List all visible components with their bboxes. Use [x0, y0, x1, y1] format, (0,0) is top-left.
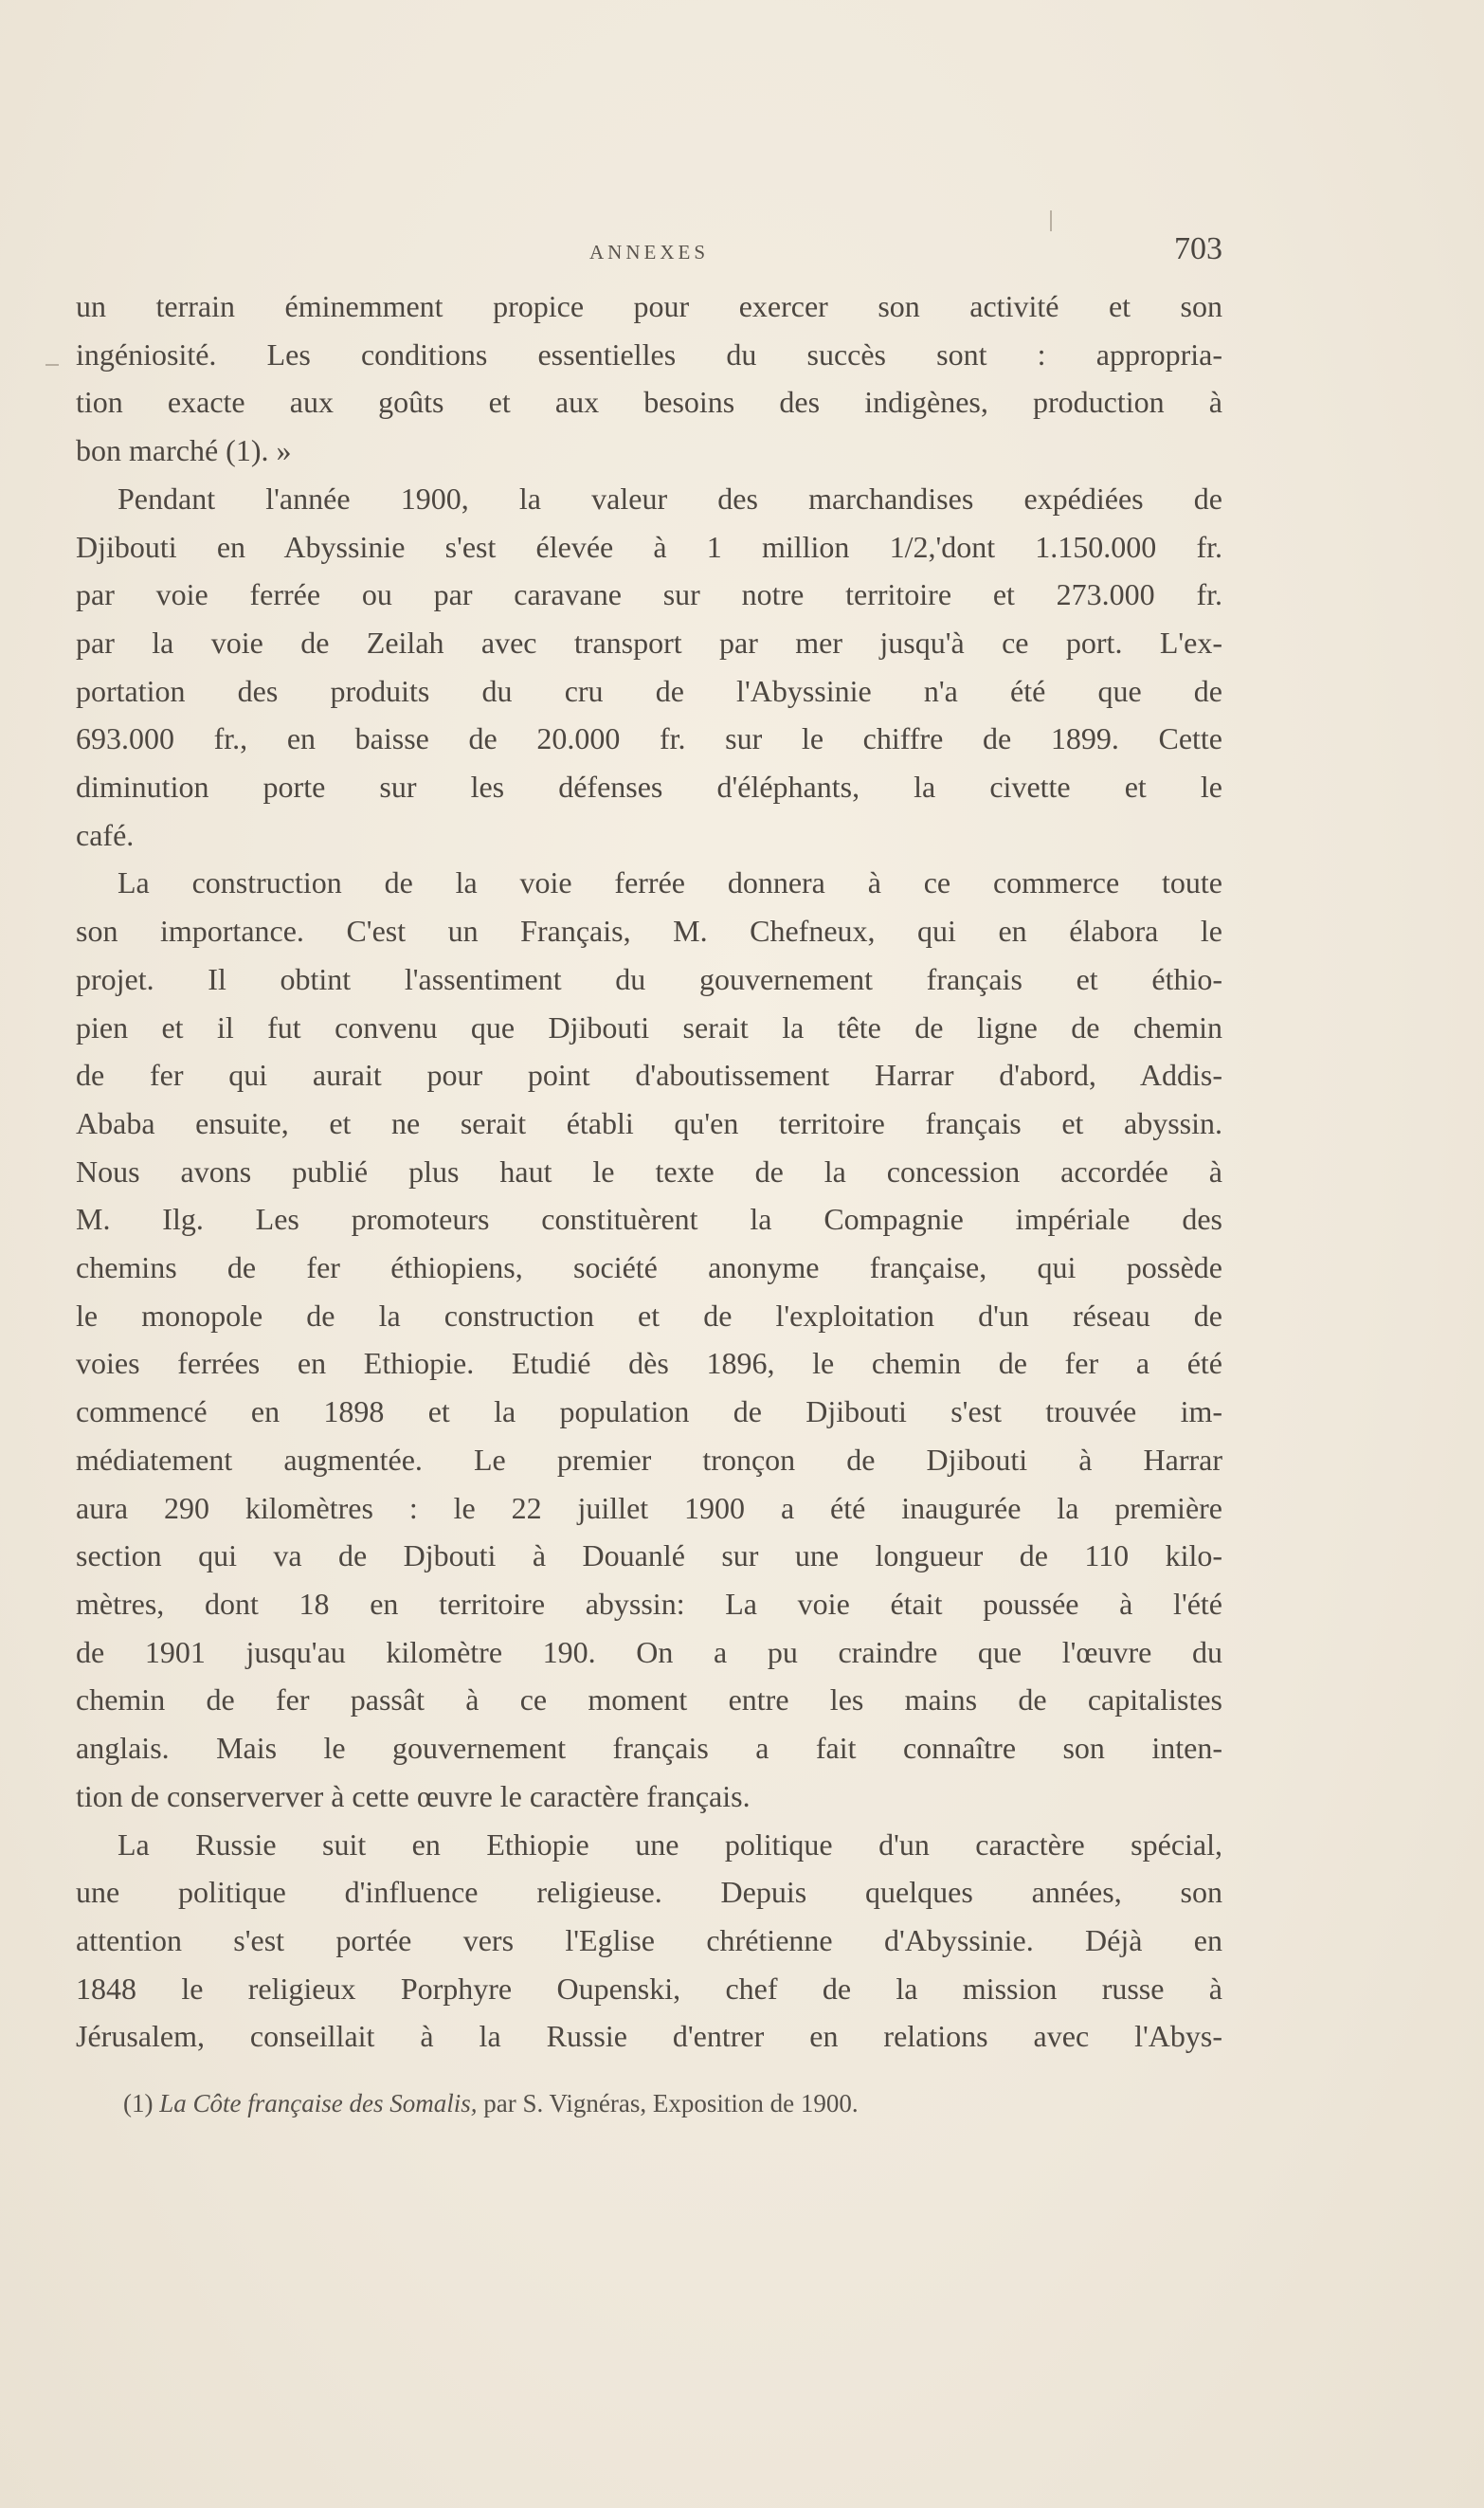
text-line: Ababa ensuite, et ne serait établi qu'en territoire français et abyssin.: [76, 1105, 1222, 1140]
text-line: de 1901 jusqu'au kilomètre 190. On a pu craindre que l'œuvre du: [76, 1634, 1222, 1669]
footnote-marker: (1): [123, 2089, 154, 2118]
text-line: par voie ferrée ou par caravane sur notre territoire et 273.000 fr.: [76, 577, 1222, 612]
page-number: 703: [1174, 231, 1222, 266]
text-line: médiatement augmentée. Le premier tronçon de Djibouti à Harrar: [76, 1442, 1222, 1477]
paragraph: [76, 282, 1222, 475]
running-title: ANNEXES: [589, 241, 709, 264]
text-line: tion de conserverver à cette œuvre le caractère français.: [76, 1778, 751, 1813]
text-line: de fer qui aurait pour point d'aboutissement Harrar d'abord, Addis-: [76, 1058, 1222, 1093]
text-line: attention s'est portée vers l'Eglise chrétienne d'Abyssinie. Déjà en: [76, 1922, 1222, 1957]
text-line: bon marché (1). »: [76, 433, 292, 468]
text-line: café.: [76, 817, 135, 852]
text-line: Pendant l'année 1900, la valeur des marchandises expédiées de: [118, 481, 1222, 516]
text-line: par la voie de Zeilah avec transport par mer jusqu'à ce port. L'ex-: [76, 625, 1222, 660]
text-line: ingéniosité. Les conditions essentielles du succès sont : appropria-: [76, 336, 1222, 372]
text-line: projet. Il obtint l'assentiment du gouvernement français et éthio-: [76, 961, 1222, 996]
text-line: La construction de la voie ferrée donnera à ce commerce toute: [118, 865, 1222, 900]
running-head: [76, 218, 1222, 275]
text-line: un terrain éminemment propice pour exercer son activité et son: [76, 289, 1222, 323]
text-line: M. Ilg. Les promoteurs constituèrent la Compagnie impériale des: [76, 1202, 1222, 1237]
text-line: commencé en 1898 et la population de Djibouti s'est trouvée im-: [76, 1394, 1222, 1429]
footnote-title: La Côte française des Somalis,: [159, 2089, 478, 2118]
text-line: une politique d'influence religieuse. Depuis quelques années, son: [76, 1875, 1222, 1910]
text-line: pien et il fut convenu que Djibouti serait la tête de ligne de chemin: [76, 1009, 1222, 1045]
text-line: chemin de fer passât à ce moment entre les mains de capitalistes: [76, 1682, 1222, 1717]
text-line: aura 290 kilomètres : le 22 juillet 1900 a été inaugurée la première: [76, 1490, 1222, 1525]
text-line: 693.000 fr., en baisse de 20.000 fr. sur le chiffre de 1899. Cette: [76, 721, 1222, 756]
text-line: 1848 le religieux Porphyre Oupenski, chef de la mission russe à: [76, 1971, 1222, 2006]
text-line: Djibouti en Abyssinie s'est élevée à 1 million 1/2,'dont 1.150.000 fr.: [76, 529, 1222, 564]
margin-mark: [45, 364, 59, 366]
text-line: diminution porte sur les défenses d'éléphants, la civette et le: [76, 770, 1222, 805]
text-block: [76, 218, 1222, 2118]
text-line: son importance. C'est un Français, M. Chefneux, qui en élabora le: [76, 914, 1222, 949]
footnote: [76, 2089, 1222, 2118]
text-line: tion exacte aux goûts et aux besoins des indigènes, production à: [76, 385, 1222, 420]
text-line: le monopole de la construction et de l'exploitation d'un réseau de: [76, 1298, 1222, 1333]
text-line: voies ferrées en Ethiopie. Etudié dès 1896, le chemin de fer a été: [76, 1346, 1222, 1381]
text-line: La Russie suit en Ethiopie une politique d'un caractère spécial,: [118, 1826, 1222, 1862]
text-line: chemins de fer éthiopiens, société anonyme française, qui possède: [76, 1250, 1222, 1285]
footnote-text: par S. Vignéras, Exposition de 1900.: [483, 2089, 859, 2118]
body-text: [76, 282, 1222, 2061]
paragraph: [76, 475, 1222, 860]
text-line: section qui va de Djbouti à Douanlé sur une longueur de 110 kilo-: [76, 1538, 1222, 1573]
text-line: Nous avons publié plus haut le texte de la concession accordée à: [76, 1154, 1222, 1189]
paragraph: [76, 1821, 1222, 2062]
text-line: Jérusalem, conseillait à la Russie d'entrer en relations avec l'Abys-: [76, 2019, 1222, 2054]
paragraph: [76, 859, 1222, 1820]
text-line: anglais. Mais le gouvernement français a fait connaître son inten-: [76, 1731, 1222, 1766]
text-line: mètres, dont 18 en territoire abyssin: La voie était poussée à l'été: [76, 1586, 1222, 1621]
text-line: portation des produits du cru de l'Abyssinie n'a été que de: [76, 673, 1222, 708]
